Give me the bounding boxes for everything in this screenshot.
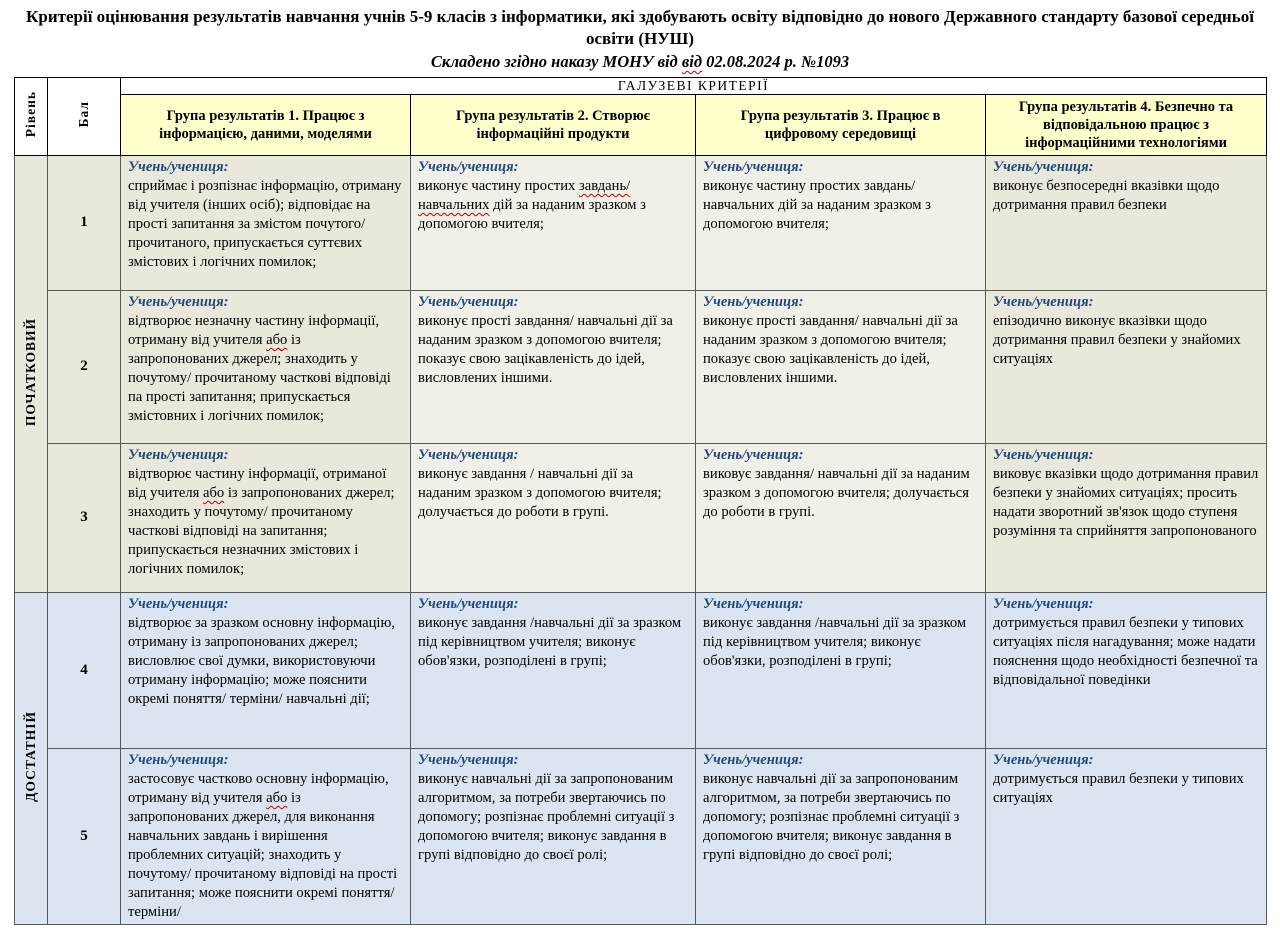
criteria-cell — [411, 290, 696, 443]
student-label: Учень/учениця: — [128, 595, 229, 612]
student-label: Учень/учениця: — [993, 446, 1094, 463]
criteria-cell — [986, 155, 1267, 290]
level-label: ПОЧАТКОВИЙ — [23, 317, 38, 426]
criteria-text: виконує завдання /навчальні дії за зразком під керівництвом учителя; виконує обов'язки, розподілені в групі; — [703, 614, 967, 669]
criteria-cell — [411, 592, 696, 748]
student-label: Учень/учениця: — [418, 293, 519, 310]
group-header-row — [15, 94, 1267, 155]
criteria-text: виконує завдання / навчальні дії за наданим зразком з допомогою вчителя; долучається до роботи в групі. — [418, 465, 662, 520]
group-header-2: Група результатів 2. Створює інформаційні продукти — [411, 94, 696, 155]
score-header-label: Бал — [76, 100, 91, 127]
student-label: Учень/учениця: — [993, 293, 1094, 310]
student-label: Учень/учениця: — [418, 595, 519, 612]
student-label: Учень/учениця: — [703, 751, 804, 768]
criteria-text: виконує завдання /навчальні дії за зразком під керівництвом учителя; виконує обов'язки, розподілені в групі; — [418, 614, 682, 669]
student-label: Учень/учениця: — [993, 595, 1094, 612]
column-header-score — [48, 77, 121, 155]
table-row-score-2 — [15, 290, 1267, 443]
student-label: Учень/учениця: — [128, 158, 229, 175]
group-header-4: Група результатів 4. Безпечно та відповідальною працює з інформаційними технологіями — [986, 94, 1267, 155]
criteria-text: виконує навчальні дії за запропонованим алгоритмом, за потреби звертаючись по допомогу; розпізнає проблемні ситуації з допомогою вчителя; виконує завдання в групі відповідно до своєї ролі; — [418, 770, 675, 863]
group-header-1: Група результатів 1. Працює з інформацією, даними, моделями — [121, 94, 411, 155]
document-title: Критерії оцінювання результатів навчання учнів 5-9 класів з інформатики, які здобувають освіту відповідно до нового Державного стандарту базової середньої освіти (НУШ) — [26, 7, 1254, 49]
student-label: Учень/учениця: — [703, 293, 804, 310]
table-row-score-1 — [15, 155, 1267, 290]
criteria-cell — [696, 155, 986, 290]
student-label: Учень/учениця: — [993, 751, 1094, 768]
criteria-text: виковує вказівки щодо дотримання правил безпеки у знайомих ситуаціях; просить надати зворотний зв'язок щодо ступеня розуміння та сприйняття запропонованого — [993, 465, 1259, 539]
level-cell-initial — [15, 155, 48, 592]
criteria-text: виконує навчальні дії за запропонованим алгоритмом, за потреби звертаючись по допомогу; розпізнає проблемні ситуації з допомогою вчителя; виконує завдання в групі відповідно до своєї ролі; — [703, 770, 960, 863]
criteria-text: виконує частину простих завдань/навчальних дій за наданим зразком з допомогою вчителя; — [418, 177, 646, 232]
student-label: Учень/учениця: — [128, 293, 229, 310]
criteria-text: епізодично виконує вказівки щодо дотримання правил безпеки у знайомих ситуаціях — [993, 312, 1241, 367]
score-cell: 1 — [48, 155, 121, 290]
criteria-text: дотримується правил безпеки у типових ситуаціях — [993, 770, 1244, 806]
level-cell-sufficient — [15, 592, 48, 924]
criteria-cell — [696, 443, 986, 592]
student-label: Учень/учениця: — [128, 751, 229, 768]
student-label: Учень/учениця: — [703, 446, 804, 463]
criteria-text: відтворює частину інформації, отриманої від учителя або із запропонованих джерел; знаходить у почутому/ прочитаному часткові відповіді на запитання; припускається незначних змістових і логічних помилок; — [128, 465, 395, 577]
criteria-cell — [411, 443, 696, 592]
column-header-level — [15, 77, 48, 155]
student-label: Учень/учениця: — [418, 158, 519, 175]
criteria-text: відтворює за зразком основну інформацію, отриману із запропонованих джерел; висловлює свої думки, використовуючи отриману інформацію; може пояснити окремі поняття/ терміни/ навчальні дії; — [128, 614, 396, 707]
score-cell: 2 — [48, 290, 121, 443]
table-row-score-3 — [15, 443, 1267, 592]
criteria-cell — [696, 748, 986, 924]
criteria-text: виконує прості завдання/ навчальні дії за наданим зразком з допомогою вчителя; показує свою зацікавленість до ідей, висловлених іншими. — [418, 312, 673, 386]
criteria-cell — [411, 155, 696, 290]
criteria-cell — [696, 290, 986, 443]
score-cell: 4 — [48, 592, 121, 748]
student-label: Учень/учениця: — [128, 446, 229, 463]
criteria-band-header: ГАЛУЗЕВІ КРИТЕРІЇ — [121, 77, 1267, 94]
criteria-text: застосовує частково основну інформацію, отриману від учителя або із запропонованих джерел, для виконання навчальних завдань і вирішення проблемних ситуацій; знаходить у почутому/ прочитаному відповіді на прості запитання; може пояснити окремі поняття/ терміни/ — [128, 770, 398, 920]
criteria-text: виконує безпосередні вказівки щодо дотримання правил безпеки — [993, 177, 1220, 213]
document-header — [0, 0, 1280, 73]
criteria-cell — [411, 748, 696, 924]
criteria-cell — [121, 748, 411, 924]
criteria-cell — [986, 592, 1267, 748]
level-header-label: Рівень — [23, 90, 38, 137]
criteria-cell — [986, 748, 1267, 924]
criteria-cell — [121, 443, 411, 592]
criteria-cell — [121, 592, 411, 748]
criteria-text: відтворює незначну частину інформації, отриману від учителя або із запропонованих джерел; знаходить у почутому/ прочитаному часткові відповіді па прості запитання; припускається змістовних і логічних помилок; — [128, 312, 391, 424]
group-header-3: Група результатів 3. Працює в цифровому середовищі — [696, 94, 986, 155]
criteria-cell — [986, 443, 1267, 592]
criteria-text: виконує частину простих завдань/ навчальних дій за наданим зразком з допомогою вчителя; — [703, 177, 931, 232]
student-label: Учень/учениця: — [418, 751, 519, 768]
criteria-text: виконує прості завдання/ навчальні дії за наданим зразком з допомогою вчителя; показує свою зацікавленість до ідей, висловлених іншими. — [703, 312, 958, 386]
student-label: Учень/учениця: — [703, 595, 804, 612]
level-label: ДОСТАТНІЙ — [23, 710, 38, 802]
criteria-text: виковує завдання/ навчальні дії за наданим зразком з допомогою вчителя; долучається до роботи в групі. — [703, 465, 970, 520]
document-subtitle — [0, 52, 1280, 73]
student-label: Учень/учениця: — [418, 446, 519, 463]
score-cell: 5 — [48, 748, 121, 924]
student-label: Учень/учениця: — [703, 158, 804, 175]
criteria-cell — [986, 290, 1267, 443]
student-label: Учень/учениця: — [993, 158, 1094, 175]
criteria-text: дотримується правил безпеки у типових ситуаціях після нагадування; може надати пояснення щодо необхідності безпечної та відповідальної поведінки — [993, 614, 1258, 688]
subtitle-text: Складено згідно наказу МОНУ від — [430, 51, 682, 71]
criteria-cell — [121, 290, 411, 443]
subtitle-text-suffix: 02.08.2024 р. №1093 — [702, 51, 850, 71]
criteria-cell — [121, 155, 411, 290]
subtitle-misspelled-word: від — [681, 51, 703, 71]
criteria-cell — [696, 592, 986, 748]
table-row-score-5 — [15, 748, 1267, 924]
score-cell: 3 — [48, 443, 121, 592]
criteria-text: сприймає і розпізнає інформацію, отриману від учителя (інших осіб); відповідає на прості запитання за змістом почутого/ прочитаного, припускається суттєвих змістових і логічних помилок; — [128, 177, 402, 270]
table-row-score-4 — [15, 592, 1267, 748]
criteria-table — [14, 77, 1267, 925]
